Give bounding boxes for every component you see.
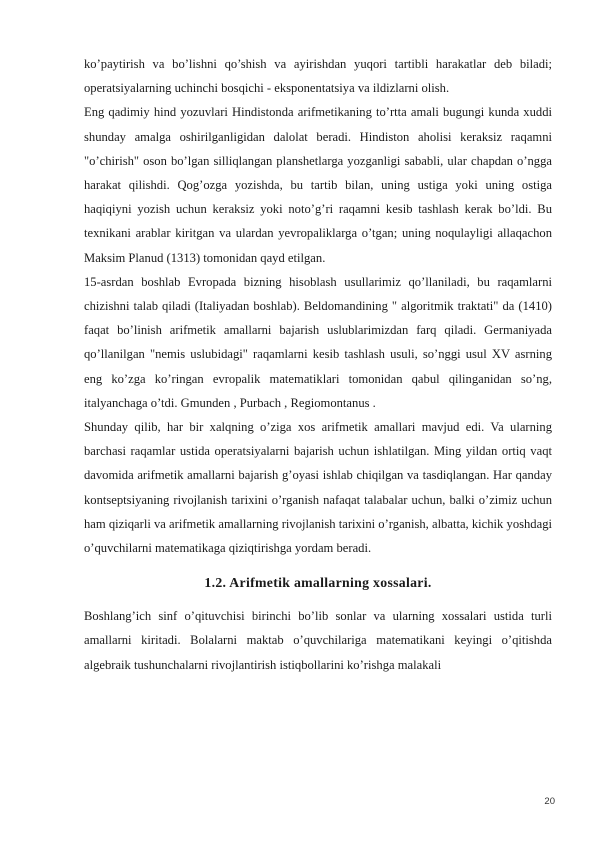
paragraph-primary-teacher: Boshlang’ich sinf o’qituvchisi birinchi bo’lib sonlar va ularning xossalari ustida turli amallarni kiritadi. Bolalarni maktab o’quvchilariga matematikani keyingi o’qitishda algebraik tushunchalarni rivojlantirish istiqbollarini ko’rishga malakali bbox=[84, 609, 552, 672]
page-body bbox=[84, 52, 552, 677]
page-number: 20 bbox=[544, 796, 555, 807]
paragraph-history-summary: Shunday qilib, har bir xalqning o’ziga xos arifmetik amallari mavjud edi. Va ularning barchasi raqamlar ustida operatsiyalarni bajarish uchun ishlatilgan. Ming yildan ortiq vaqt davomida arifmetik amallarni bajarish g’oyasi ishlab chiqilgan va tasdiqlangan. Har qanday kontseptsiyaning rivojlanish tarixini o’rganish nafaqat talabalar uchun, balki o’zimiz uchun ham qiziqarli va arifmetik amallarning rivojlanish tarixini o’rganish, albatta, kichik yoshdagi o’quvchilarni matematikaga qiziqtirishga yordam beradi. bbox=[84, 420, 552, 556]
section-heading: 1.2. Arifmetik amallarning xossalari. bbox=[204, 575, 432, 591]
paragraph-european-methods: 15-asrdan boshlab Evropada bizning hisoblash usullarimiz qo’llaniladi, bu raqamlarni chizishni talab qiladi (Italiyadan boshlab). Beldomandining " algoritmik traktati" da (1410) faqat bo’linish arifmetik amallarni bajarish uslublarimizdan farq qiladi. Germaniyada qo’llanilgan "nemis uslubidagi" raqamlarni kesib tashlash usuli, so’nggi usul XV asrning eng ko’zga ko’ringan evropalik matematiklari tomonidan qabul qilinganidan so’ng, italyanchaga o’tdi. Gmunden , Purbach , Regiomontanus . bbox=[84, 274, 552, 410]
paragraph-operations-levels: ko’paytirish va bo’lishni qo’shish va ayirishdan yuqori tartibli harakatlar deb biladi; operatsiyalarning uchinchi bosqichi - eksponentatsiya va ildizlarni olish. bbox=[84, 57, 552, 96]
paragraph-indian-records: Eng qadimiy hind yozuvlari Hindistonda arifmetikaning to’rtta amali bugungi kunda xuddi shunday amalga oshirilganligidan dalolat beradi. Hindiston aholisi keraksiz raqamni "o’chirish" oson bo’lgan silliqlangan planshetlarga yozganligi sababli, ular chapdan o’ngga harakat qilishdi. Qog’ozga yozishda, bu tartib bilan, uning ustiga yoki uning ostiga haqiqiyni yozish uchun keraksiz yoki noto’g’ri raqamni kesib tashlash kerak bo’ldi. Bu texnikani arablar kiritgan va ulardan yevropaliklarga o’tgan; uning noqulayligi allaqachon Maksim Planud (1313) tomonidan qayd etilgan. bbox=[84, 105, 552, 265]
